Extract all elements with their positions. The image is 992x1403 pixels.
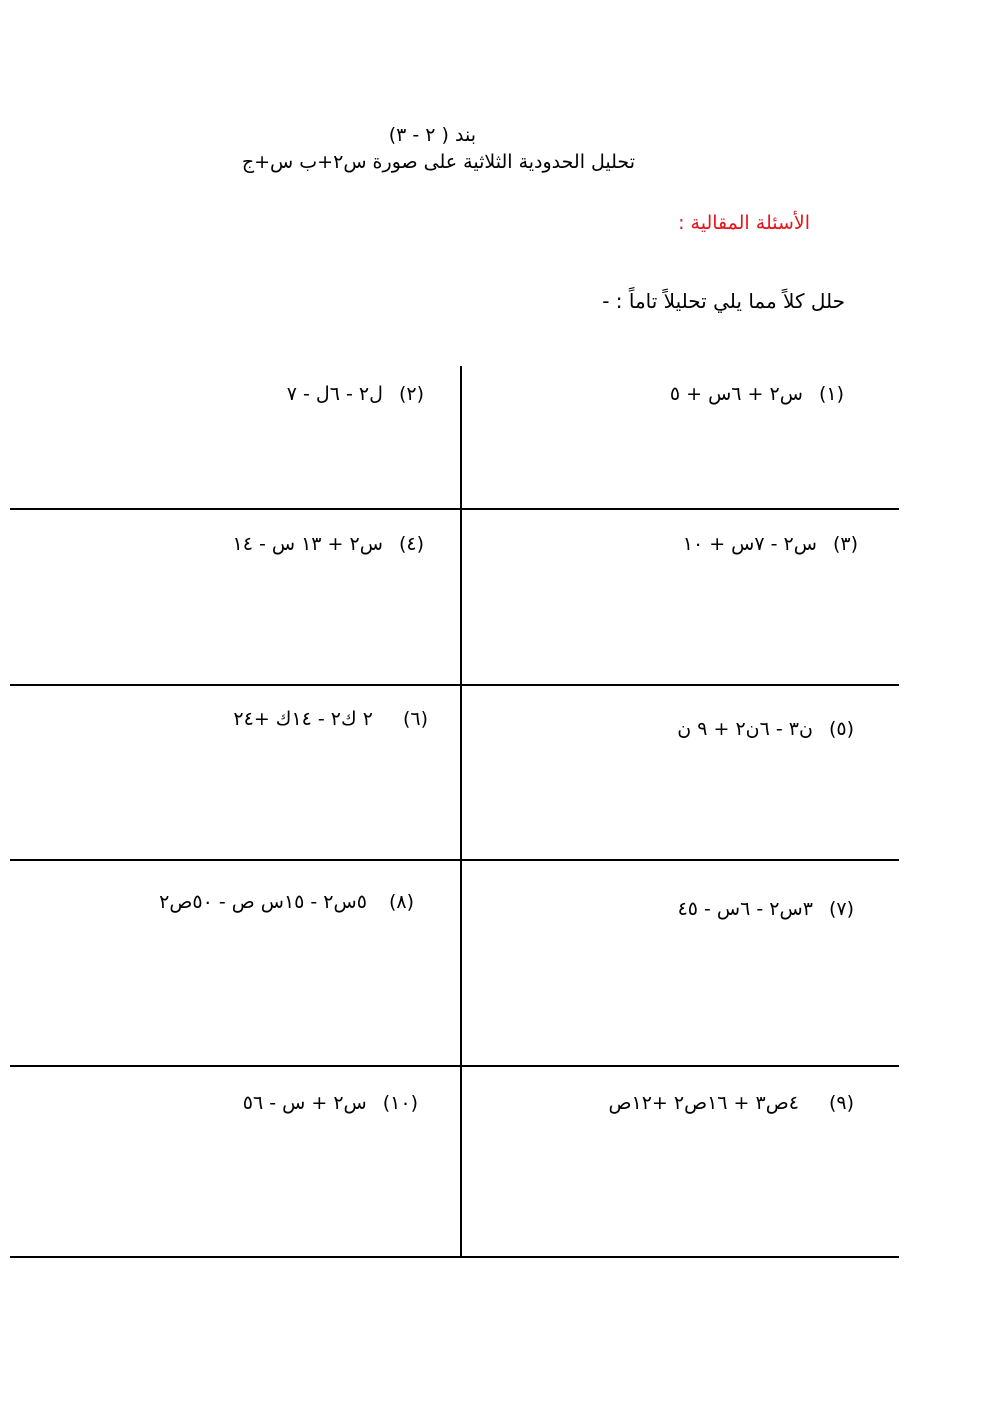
question-expression: س٢ + ٦س + ٥ bbox=[669, 383, 803, 405]
grid-row-divider bbox=[10, 1065, 899, 1067]
question-number: (٢) bbox=[398, 383, 424, 405]
question-5 bbox=[677, 718, 854, 740]
question-number: (٦) bbox=[402, 708, 428, 730]
question-expression: ٢ ك٢ - ١٤ك +٢٤ bbox=[233, 708, 373, 730]
question-7 bbox=[678, 898, 854, 920]
question-10 bbox=[243, 1092, 418, 1114]
grid-row-divider bbox=[10, 684, 899, 686]
question-expression: ٣س٢ - ٦س - ٤٥ bbox=[677, 898, 813, 920]
grid-row-divider bbox=[10, 859, 899, 861]
question-expression: ٤ص٣ + ١٦ص٢ +١٢ص bbox=[608, 1092, 799, 1114]
question-number: (٩) bbox=[828, 1092, 854, 1114]
grid-row-divider bbox=[10, 508, 899, 510]
question-number: (٧) bbox=[828, 898, 854, 920]
question-number: (١) bbox=[818, 383, 844, 405]
question-expression: س٢ - ٧س + ١٠ bbox=[682, 533, 817, 555]
grid-row-divider bbox=[10, 1256, 899, 1258]
page-title: تحليل الحدودية الثلاثية على صورة س٢+ب س+ج bbox=[241, 151, 635, 173]
question-expression: ن٣ - ٦ن٢ + ٩ ن bbox=[677, 718, 813, 740]
question-9 bbox=[609, 1092, 854, 1114]
question-expression: ل٢ - ٦ل - ٧ bbox=[286, 383, 383, 405]
question-number: (٤) bbox=[398, 533, 424, 555]
question-3 bbox=[683, 533, 858, 555]
question-expression: س٢ + س - ٥٦ bbox=[242, 1092, 367, 1114]
question-expression: ٥س٢ - ١٥س ص - ٥٠ص٢ bbox=[159, 891, 367, 913]
question-number: (٥) bbox=[828, 718, 854, 740]
question-4 bbox=[233, 533, 425, 555]
question-number: (٣) bbox=[832, 533, 858, 555]
question-8 bbox=[159, 891, 414, 913]
question-2 bbox=[287, 383, 424, 405]
question-number: (٨) bbox=[388, 891, 414, 913]
grid-vertical-divider bbox=[460, 366, 462, 1258]
question-6 bbox=[233, 708, 428, 730]
question-expression: س٢ + ١٣ س - ١٤ bbox=[232, 533, 383, 555]
section-reference: بند ( ٢ - ٣) bbox=[388, 124, 476, 146]
question-number: (١٠) bbox=[382, 1092, 418, 1114]
instruction: حلل كلاً مما يلي تحليلاً تاماً : - bbox=[602, 289, 845, 313]
section-label: الأسئلة المقالية : bbox=[678, 212, 810, 234]
question-1 bbox=[670, 383, 844, 405]
